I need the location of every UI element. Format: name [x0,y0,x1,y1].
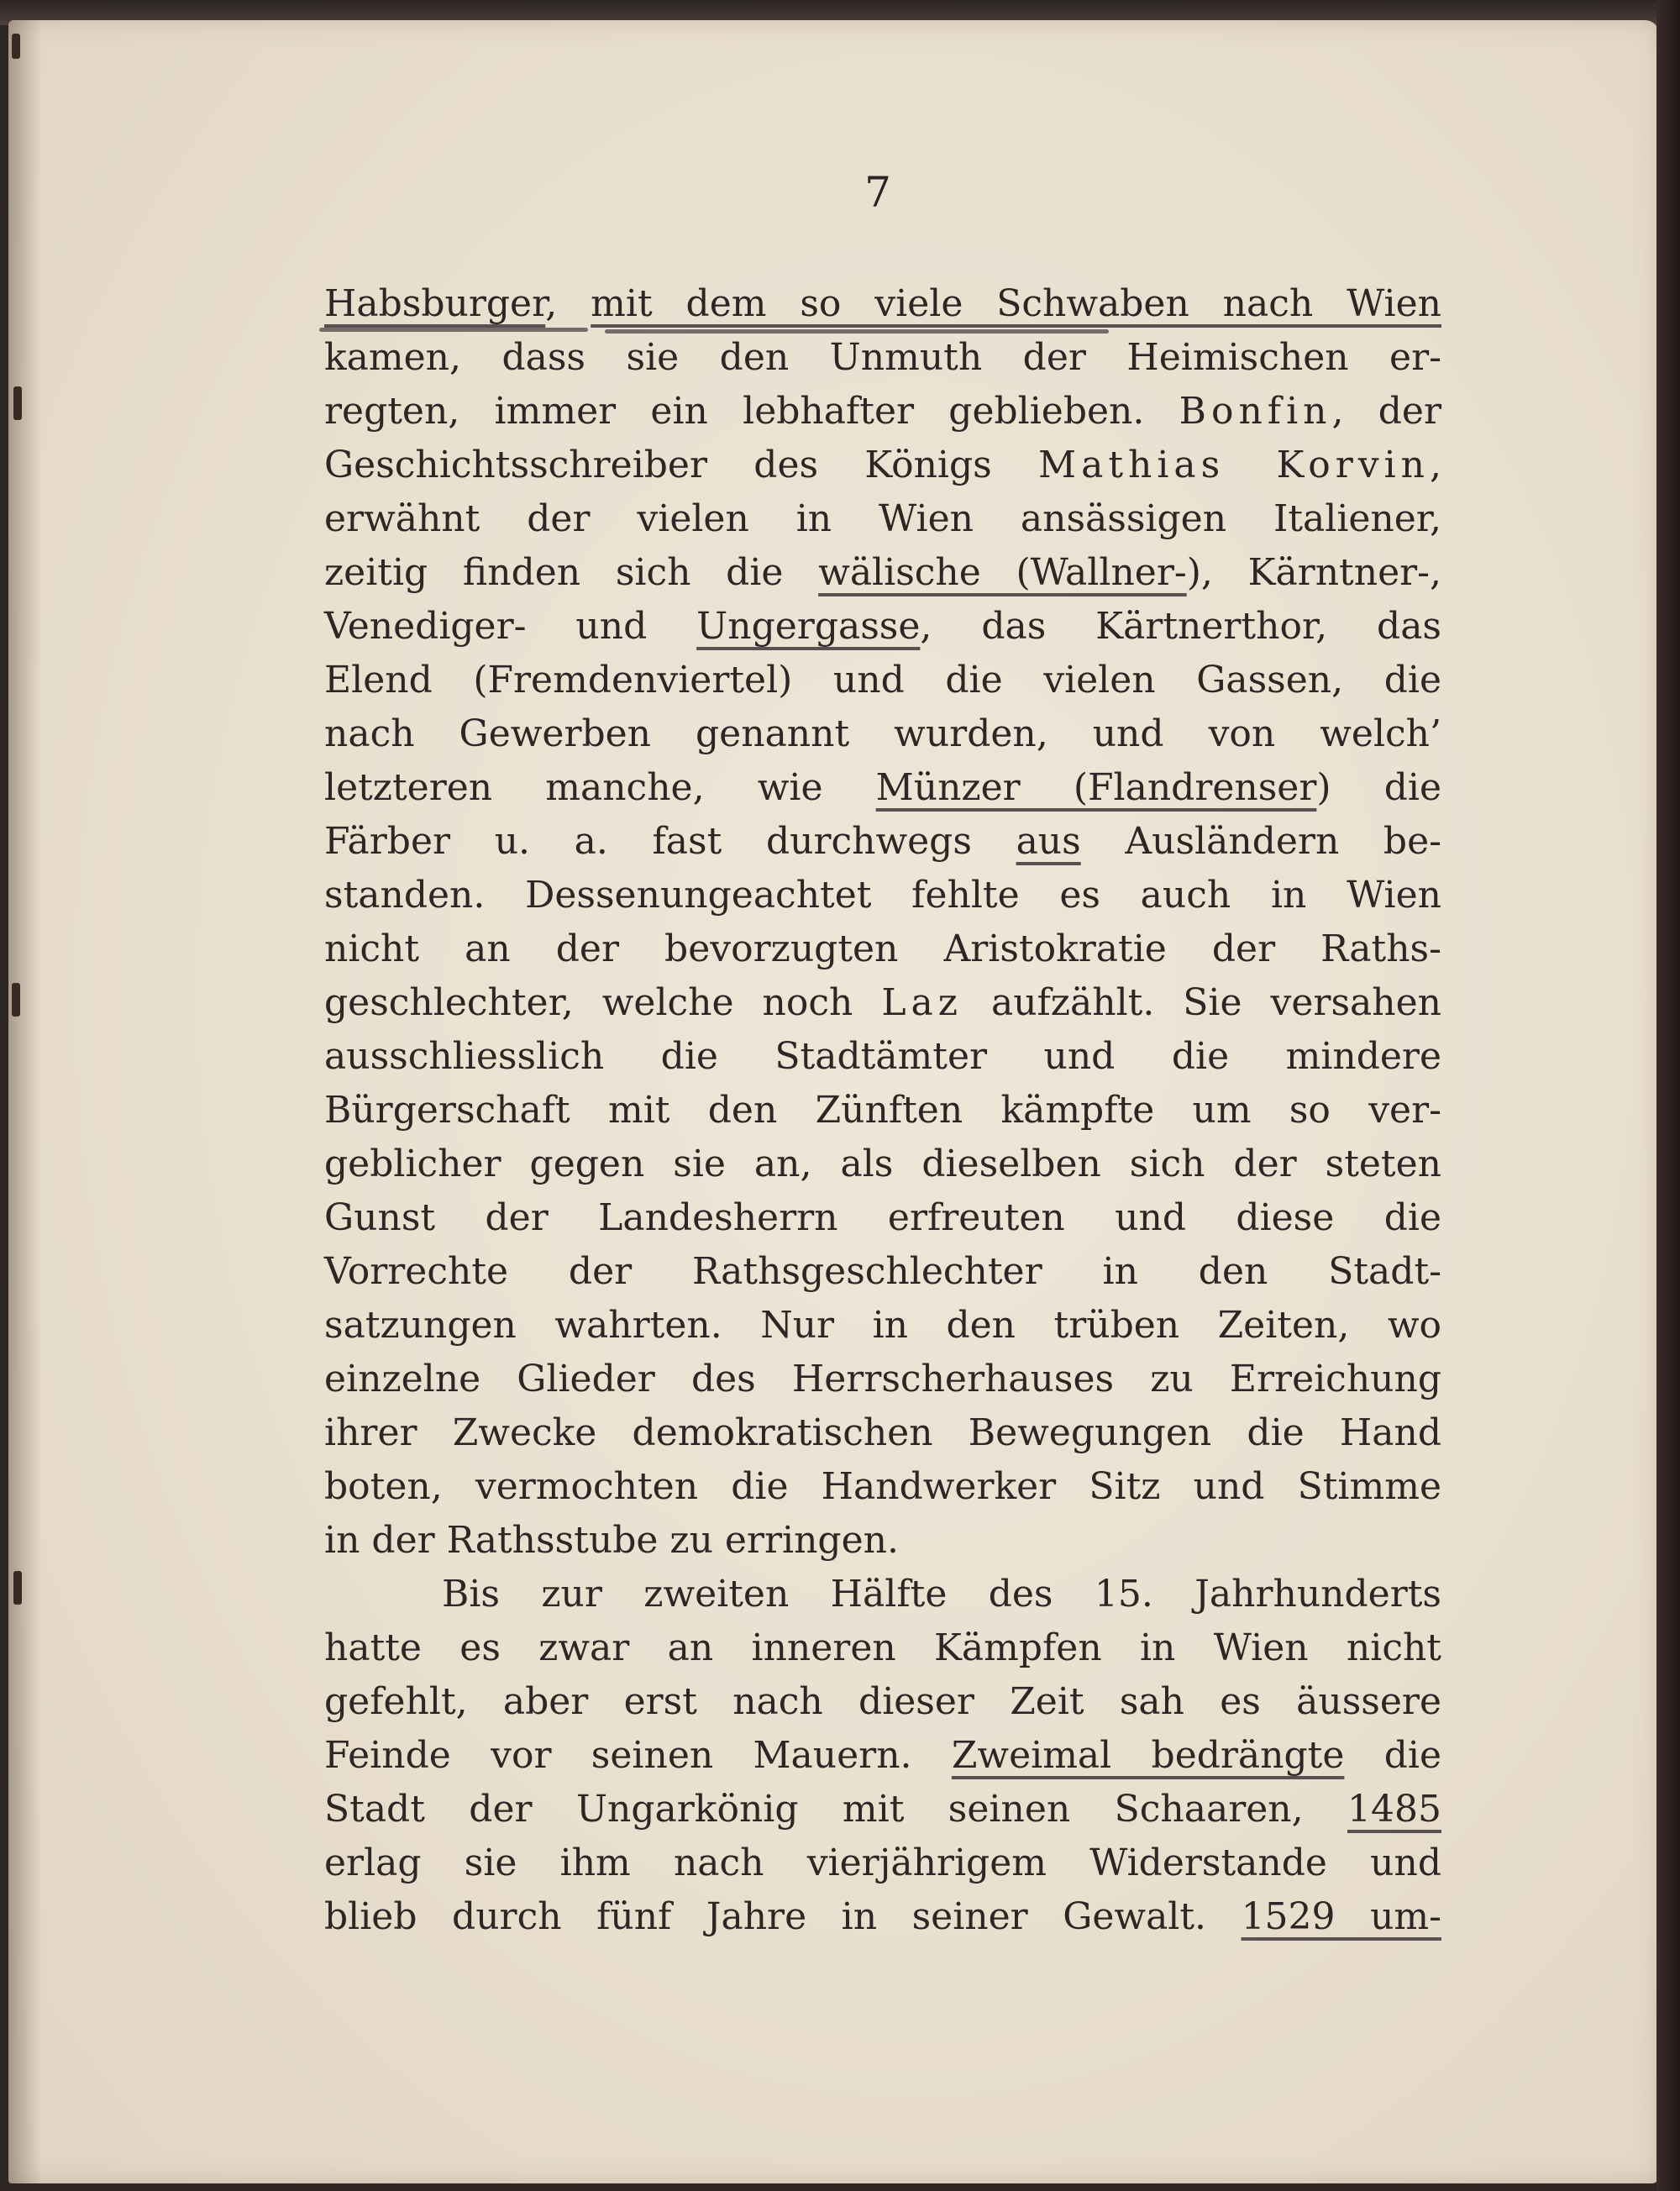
binding-thread-mark [13,1571,22,1605]
text-line: standen. Dessenungeachtet fehlte es auch in Wien [324,874,1441,917]
binding-thread-mark [13,386,22,420]
text-line: Stadt der Ungarkönig mit seinen Schaaren, 1485 [324,1788,1441,1831]
pencil-mark [605,329,1109,334]
text-line: blieb durch fünf Jahre in seiner Gewalt. 1529 um- [324,1895,1441,1938]
text-line: kamen, dass sie den Unmuth der Heimischen er- [324,336,1441,379]
underlined-number: 1529 um- [1241,1895,1441,1938]
text-line: in der Rathsstube zu erringen. [324,1519,899,1562]
text-line: erlag sie ihm nach vierjährigem Widerstande und [324,1842,1441,1884]
text-line: Bis zur zweiten Hälfte des 15. Jahrhunderts [442,1573,1441,1616]
emphasized-name: Mathias Korvin [1038,444,1430,486]
text-line: geblicher gegen sie an, als dieselben sich der steten [324,1143,1441,1185]
text-line: zeitig finden sich die wälische (Wallner-), Kärntner-, [324,551,1441,594]
text-line: nicht an der bevorzugten Aristokratie der Raths- [324,927,1441,970]
text-line: Bürgerschaft mit den Zünften kämpfte um so ver- [324,1089,1441,1132]
book-cover-edge [1656,0,1680,2191]
text-line: Geschichtsschreiber des Königs Mathias Korvin, [324,444,1441,486]
text-line: nach Gewerben genannt wurden, und von welch’ [324,712,1441,755]
text-line: einzelne Glieder des Herrscherhauses zu Erreichung [324,1358,1441,1400]
underlined-word: Ungergasse [696,605,921,648]
text-line: Habsburger, mit dem so viele Schwaben nach Wien [324,282,1441,325]
body-text [324,277,1441,1944]
binding-thread-mark [12,34,20,59]
page-gutter-shadow [8,20,42,2183]
text-line: erwähnt der vielen in Wien ansässigen Italiener, [324,497,1441,540]
emphasized-name: Bonfin [1179,390,1332,433]
text-line: Färber u. a. fast durchwegs aus Ausländern be- [324,820,1441,863]
text-line: Venediger- und Ungergasse, das Kärtnerthor, das [324,605,1442,648]
text-line: regten, immer ein lebhafter geblieben. Bonfin, der [324,390,1441,433]
text-line: boten, vermochten die Handwerker Sitz und Stimme [324,1465,1441,1508]
underlined-phrase: mit dem so viele Schwaben nach Wien [591,282,1441,325]
emphasized-name: Laz [881,981,963,1024]
text-line: letzteren manche, wie Münzer (Flandrenser) die [324,766,1441,809]
text-line: Gunst der Landesherrn erfreuten und diese die [324,1196,1441,1239]
text-line: satzungen wahrten. Nur in den trüben Zeiten, wo [324,1304,1441,1347]
pencil-mark [319,328,588,332]
text-line: hatte es zwar an inneren Kämpfen in Wien nicht [324,1626,1441,1669]
underlined-phrase: wälische (Wallner- [818,551,1187,594]
underlined-word: aus [1016,820,1081,863]
underlined-phrase: Zweimal bedrängte [951,1734,1345,1777]
text-line: Elend (Fremdenviertel) und die vielen Gassen, die [324,659,1441,701]
binding-thread-mark [12,983,20,1017]
text-line: geschlechter, welche noch Laz aufzählt. Sie versahen [324,981,1441,1024]
underlined-word: Habsburger [324,282,546,325]
page-number: 7 [864,168,891,217]
underlined-number: 1485 [1347,1788,1441,1831]
text-line: ihrer Zwecke demokratischen Bewegungen die Hand [324,1411,1441,1454]
underlined-phrase: Münzer (Flandrenser [875,766,1317,809]
text-line: Feinde vor seinen Mauern. Zweimal bedrängte die [324,1734,1441,1777]
text-line: gefehlt, aber erst nach dieser Zeit sah es äussere [324,1680,1441,1723]
text-line: ausschliesslich die Stadtämter und die mindere [324,1035,1441,1078]
text-line: Vorrechte der Rathsgeschlechter in den Stadt- [324,1250,1441,1293]
